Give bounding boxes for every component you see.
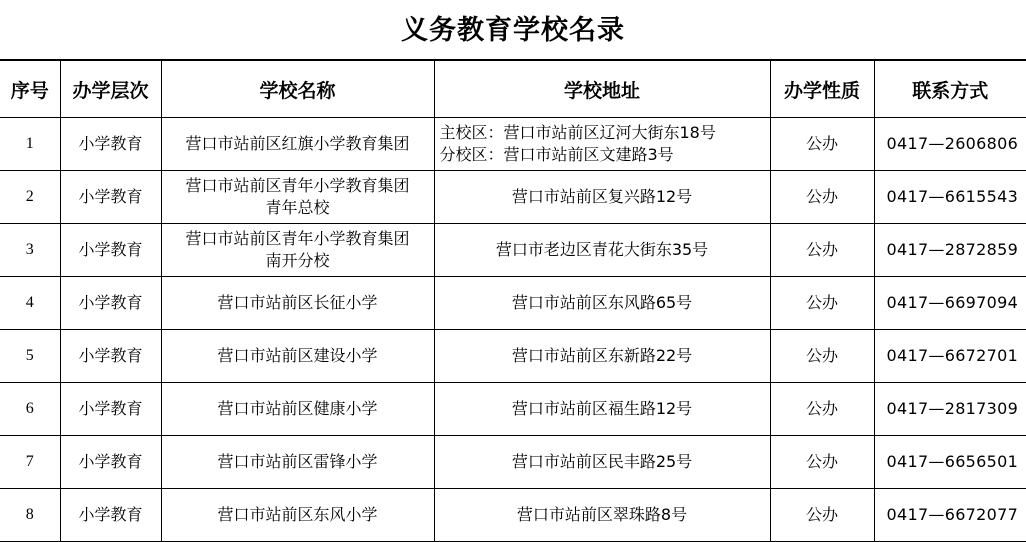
cell-level[interactable]: 小学教育 [60,436,161,489]
table-body [0,118,1026,542]
header-index: 序号 [0,61,60,118]
cell-school-name[interactable] [161,118,434,171]
table-row [0,330,1026,383]
header-level: 办学层次 [60,61,161,118]
school-name-line: 营口市站前区建设小学 [217,346,378,365]
table-row [0,489,1026,542]
cell-contact[interactable]: 0417—6672701 [874,330,1026,383]
cell-address[interactable] [434,383,770,436]
cell-school-name[interactable] [161,330,434,383]
cell-nature[interactable]: 公办 [770,171,874,224]
cell-level[interactable]: 小学教育 [60,118,161,171]
cell-address[interactable] [434,436,770,489]
header-address: 学校地址 [434,61,770,118]
cell-contact[interactable]: 0417—6697094 [874,277,1026,330]
cell-contact[interactable]: 0417—2817309 [874,383,1026,436]
header-school-name: 学校名称 [161,61,434,118]
cell-contact[interactable]: 0417—2606806 [874,118,1026,171]
cell-index[interactable]: 1 [0,118,60,171]
school-name-line: 营口市站前区东风小学 [217,505,378,524]
table-row [0,436,1026,489]
school-name-line: 营口市站前区红旗小学教育集团 [185,134,410,153]
address-line: 主校区：营口市站前区辽河大街东18号 [439,123,716,142]
cell-level[interactable]: 小学教育 [60,224,161,277]
cell-school-name[interactable] [161,489,434,542]
cell-school-name[interactable] [161,277,434,330]
table-row [0,383,1026,436]
cell-index[interactable]: 3 [0,224,60,277]
cell-address[interactable] [434,224,770,277]
cell-school-name[interactable] [161,224,434,277]
cell-school-name[interactable] [161,171,434,224]
cell-level[interactable]: 小学教育 [60,383,161,436]
cell-level[interactable]: 小学教育 [60,171,161,224]
cell-nature[interactable]: 公办 [770,330,874,383]
cell-index[interactable]: 5 [0,330,60,383]
cell-contact[interactable]: 0417—6672077 [874,489,1026,542]
cell-level[interactable]: 小学教育 [60,330,161,383]
header-contact: 联系方式 [874,61,1026,118]
cell-address[interactable] [434,118,770,171]
address-line: 营口市站前区民丰路25号 [511,452,693,471]
address-line: 分校区：营口市站前区文建路3号 [439,145,674,164]
cell-address[interactable] [434,489,770,542]
cell-nature[interactable]: 公办 [770,224,874,277]
school-name-line: 营口市站前区青年小学教育集团 [185,176,410,195]
cell-nature[interactable]: 公办 [770,383,874,436]
cell-address[interactable] [434,330,770,383]
cell-contact[interactable]: 0417—2872859 [874,224,1026,277]
school-name-line: 营口市站前区青年小学教育集团 [185,229,410,248]
school-directory-table [0,60,1026,542]
cell-index[interactable]: 2 [0,171,60,224]
school-name-line: 营口市站前区雷锋小学 [217,452,378,471]
cell-nature[interactable]: 公办 [770,277,874,330]
address-line: 营口市站前区福生路12号 [511,399,693,418]
cell-level[interactable]: 小学教育 [60,277,161,330]
cell-address[interactable] [434,277,770,330]
address-line: 营口市站前区翠珠路8号 [516,505,688,524]
cell-contact[interactable]: 0417—6656501 [874,436,1026,489]
school-name-line: 营口市站前区健康小学 [217,399,378,418]
cell-index[interactable]: 7 [0,436,60,489]
page-title: 义务教育学校名录 [0,0,1026,60]
school-name-line: 青年总校 [265,198,330,217]
cell-nature[interactable]: 公办 [770,118,874,171]
header-row [0,61,1026,118]
cell-index[interactable]: 4 [0,277,60,330]
cell-level[interactable]: 小学教育 [60,489,161,542]
cell-contact[interactable]: 0417—6615543 [874,171,1026,224]
header-nature: 办学性质 [770,61,874,118]
address-line: 营口市站前区复兴路12号 [511,187,693,206]
table-row [0,224,1026,277]
table-row [0,118,1026,171]
school-name-line: 营口市站前区长征小学 [217,293,378,312]
cell-school-name[interactable] [161,383,434,436]
address-line: 营口市站前区东新路22号 [511,346,693,365]
school-name-line: 南开分校 [265,251,330,270]
table-row [0,171,1026,224]
cell-address[interactable] [434,171,770,224]
cell-school-name[interactable] [161,436,434,489]
cell-nature[interactable]: 公办 [770,436,874,489]
cell-index[interactable]: 6 [0,383,60,436]
cell-nature[interactable]: 公办 [770,489,874,542]
address-line: 营口市老边区青花大街东35号 [495,240,709,259]
address-line: 营口市站前区东风路65号 [511,293,693,312]
table-row [0,277,1026,330]
cell-index[interactable]: 8 [0,489,60,542]
